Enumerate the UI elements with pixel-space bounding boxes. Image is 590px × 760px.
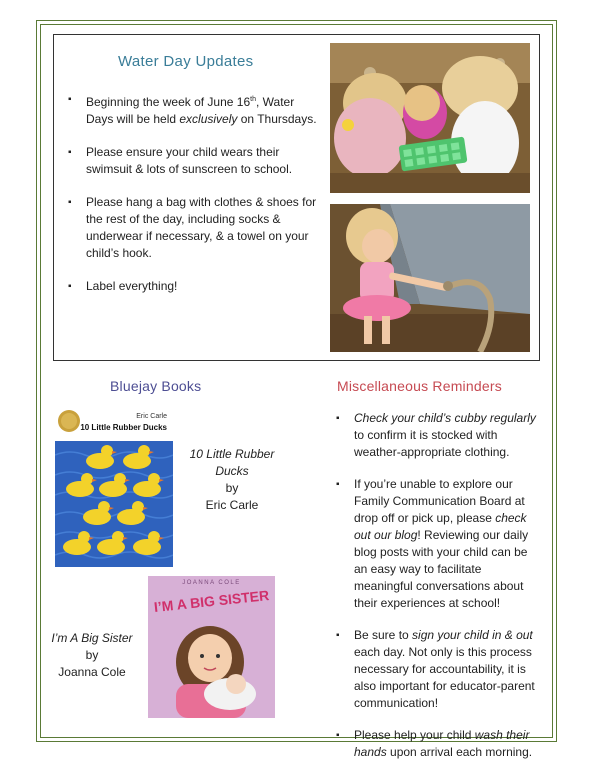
- children-ice-tray-photo: [330, 43, 530, 193]
- list-item: ▪ Please hang a bag with clothes & shoes for the rest of the day, including socks & underwear if necessary, & a towel on your child’s hook.: [68, 194, 318, 262]
- list-item: ▪ If you’re unable to explore our Family Communication Board at drop off or pick up, please check out our blog! Reviewing our daily blog posts with your child can be an easy way to facilitate meaningful conversations about their experiences at school!: [336, 476, 536, 612]
- water-day-title: Water Day Updates: [118, 53, 254, 70]
- ducks-cover-author: Eric Carle: [136, 413, 167, 420]
- sister-cover-author: JOANNA COLE: [182, 580, 241, 586]
- girl-hose-photo: [330, 204, 530, 352]
- bluejay-books-title: Bluejay Books: [110, 378, 202, 394]
- list-item: ▪ Be sure to sign your child in & out each day. Not only is this process necessary for accountability, it is also important for educator-parent communication!: [336, 627, 536, 712]
- list-item: ▪ Check your child’s cubby regularly to confirm it is stocked with weather-appropriate clothing.: [336, 410, 536, 461]
- sister-cover-title: I’M A BIG SISTER: [153, 587, 270, 616]
- ducks-cover-title: 10 Little Rubber Ducks: [80, 423, 167, 432]
- list-item: ▪ Please ensure your child wears their swimsuit & lots of sunscreen to school.: [68, 144, 318, 178]
- list-item: ▪ Beginning the week of June 16th, Water Days will be held exclusively on Thursdays.: [68, 91, 318, 128]
- sister-caption: I’m A Big Sister by Joanna Cole: [51, 631, 133, 679]
- water-day-list: [68, 91, 318, 311]
- ducks-book-cover: [55, 405, 173, 567]
- list-item: ▪ Label everything!: [68, 278, 318, 295]
- misc-reminders-title: Miscellaneous Reminders: [337, 378, 502, 394]
- list-item: ▪ Please help your child wash their hands upon arrival each morning.: [336, 727, 536, 760]
- sister-book-cover: [148, 576, 275, 718]
- ducks-caption: 10 Little Rubber Ducks by Eric Carle: [189, 447, 275, 512]
- misc-reminders-list: [336, 410, 536, 760]
